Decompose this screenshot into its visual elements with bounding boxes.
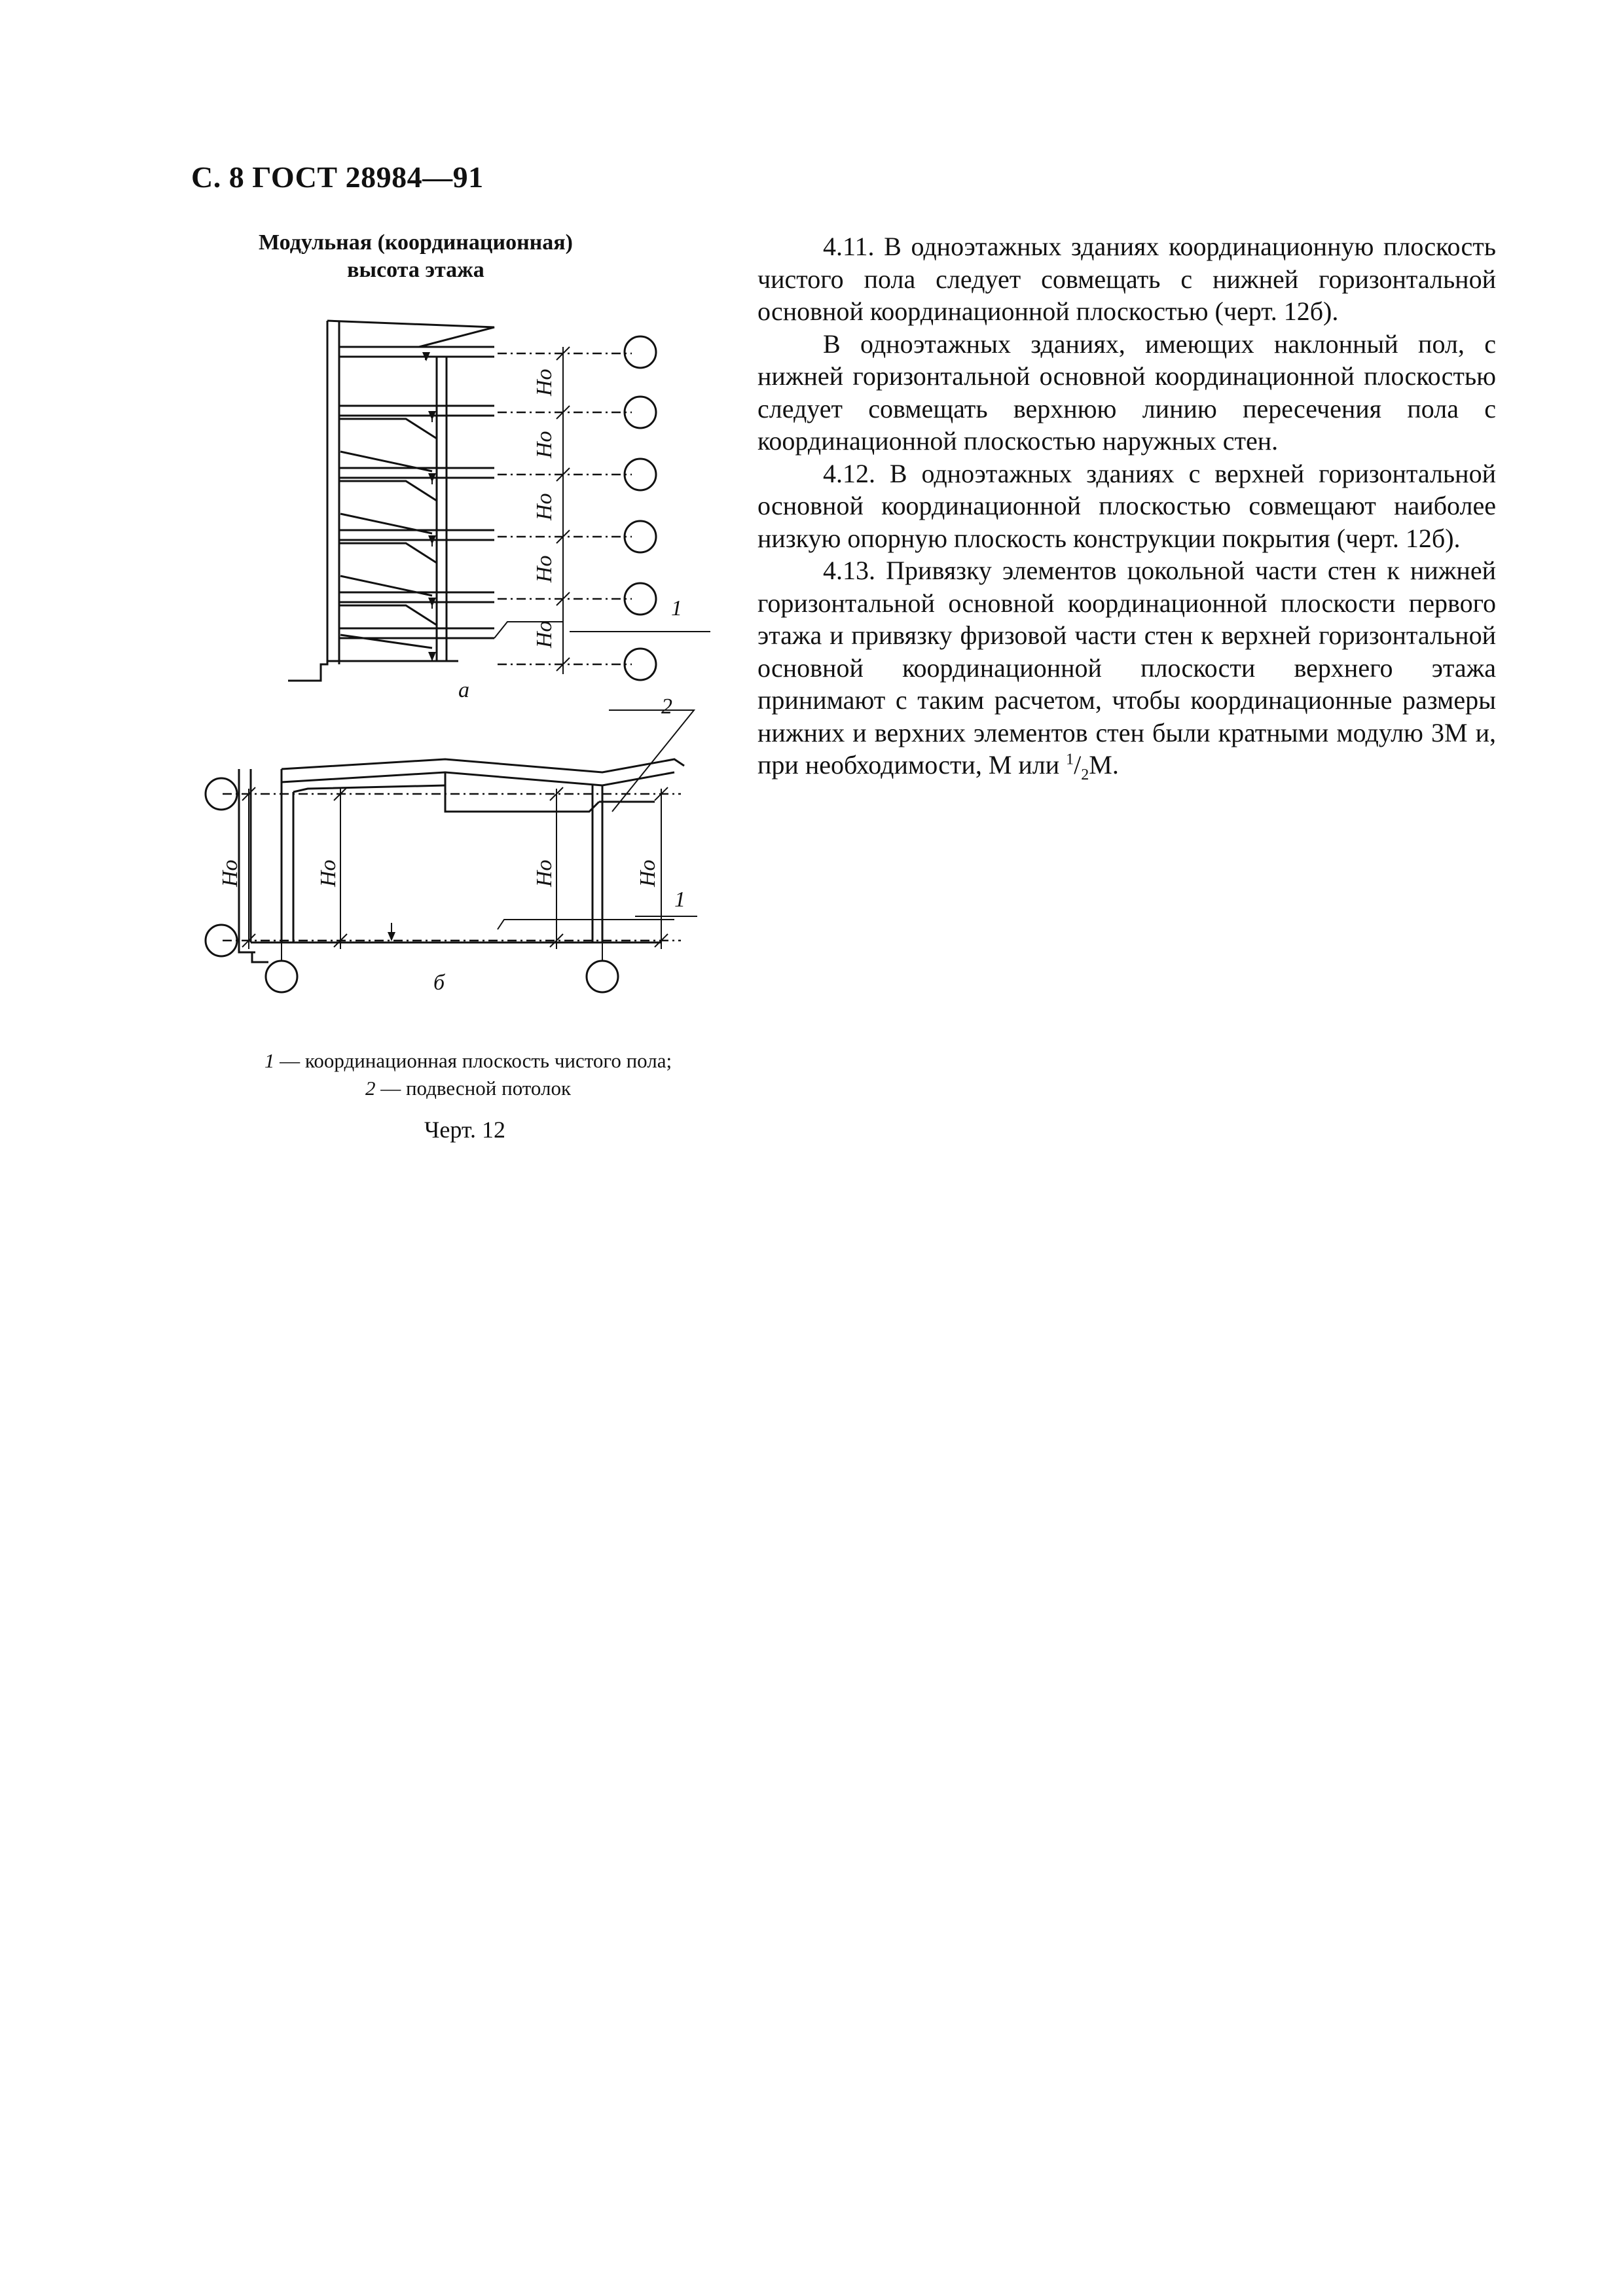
callout-1-a: 1 (671, 596, 682, 620)
paragraph-4-11: 4.11. В одноэтажных зданиях координационную плоскость чистого пола следует совмещать с нижней горизонтальной основной координационной плоскостью (черт. 12б). (757, 232, 1496, 326)
columns-a (437, 357, 447, 661)
legend-line-1 (164, 1047, 773, 1075)
dim-label-b2: Hо (316, 859, 340, 887)
fraction-denominator: 2 (1081, 766, 1089, 783)
axis-circles-a (625, 336, 656, 680)
outer-wall-a (288, 321, 327, 681)
body-text (757, 230, 1496, 781)
legend-line-2 (164, 1075, 773, 1102)
page-header: С. 8 ГОСТ 28984—91 (191, 160, 484, 194)
figure-legend (164, 1047, 773, 1102)
dim-label-b4: Hо (636, 859, 660, 887)
callout-1-b: 1 (674, 888, 685, 912)
paragraph-4-13-end: М. (1089, 750, 1119, 780)
paragraph-4-13 (757, 554, 1496, 781)
callout-leader-2-b (609, 710, 694, 812)
legend-num-2: 2 (365, 1077, 376, 1100)
fraction-numerator: 1 (1066, 751, 1074, 768)
floor-level-arrows-a (426, 353, 432, 661)
paragraph-4-12: 4.12. В одноэтажных зданиях с верхней горизонтальной основной координационной плоскостью совмещают наиболее низкую опорную плоскость конструкции покрытия (черт. 12б). (757, 458, 1496, 553)
legend-text-2: — подвесной потолок (375, 1077, 572, 1100)
dim-label-4: Hо (532, 555, 556, 583)
figure-title-line1: Модульная (координационная) (259, 230, 573, 255)
dim-label-5: Hо (532, 620, 556, 648)
callout-2: 2 (661, 694, 672, 719)
dim-label-b3: Hо (532, 859, 556, 887)
coordination-lines-b (223, 794, 681, 941)
paragraph-4-11-b: В одноэтажных зданиях, имеющих наклонный пол, с нижней горизонтальной основной координационной плоскостью следует совмещать верхнюю линию пересечения пола с координационной плоскостью наружных стен. (757, 329, 1496, 456)
dimension-lines-b (249, 789, 661, 949)
roof-b (282, 759, 684, 772)
label-b: б (433, 971, 445, 995)
legend-text-1: — координационная плоскость чистого пола; (274, 1049, 672, 1072)
dim-label-1: Hо (532, 368, 556, 396)
dim-label-b1: Hо (218, 859, 242, 887)
fraction-slash: / (1074, 750, 1082, 780)
paragraph-4-13-text: 4.13. Привязку элементов цокольной части стен к нижней горизонтальной основной координационной плоскости первого этажа и привязку фризовой части стен к верхней горизонтальной основной координационной плоскости верхнего этажа принимают с таким расчетом, чтобы координационные размеры нижних и верхних элементов стен были кратными модулю 3М и, при необходимости, М или (757, 556, 1496, 780)
figure-title-line2: высота этажа (347, 258, 484, 282)
dim-label-3: Hо (532, 493, 556, 520)
beam-haunches-a (339, 419, 437, 648)
dim-label-2: Hо (532, 431, 556, 458)
legend-num-1: 1 (264, 1049, 275, 1072)
figure-caption: Черт. 12 (424, 1117, 505, 1143)
label-a: а (458, 678, 469, 702)
coordination-lines-a (498, 353, 632, 664)
floor-slabs-a (327, 347, 494, 661)
